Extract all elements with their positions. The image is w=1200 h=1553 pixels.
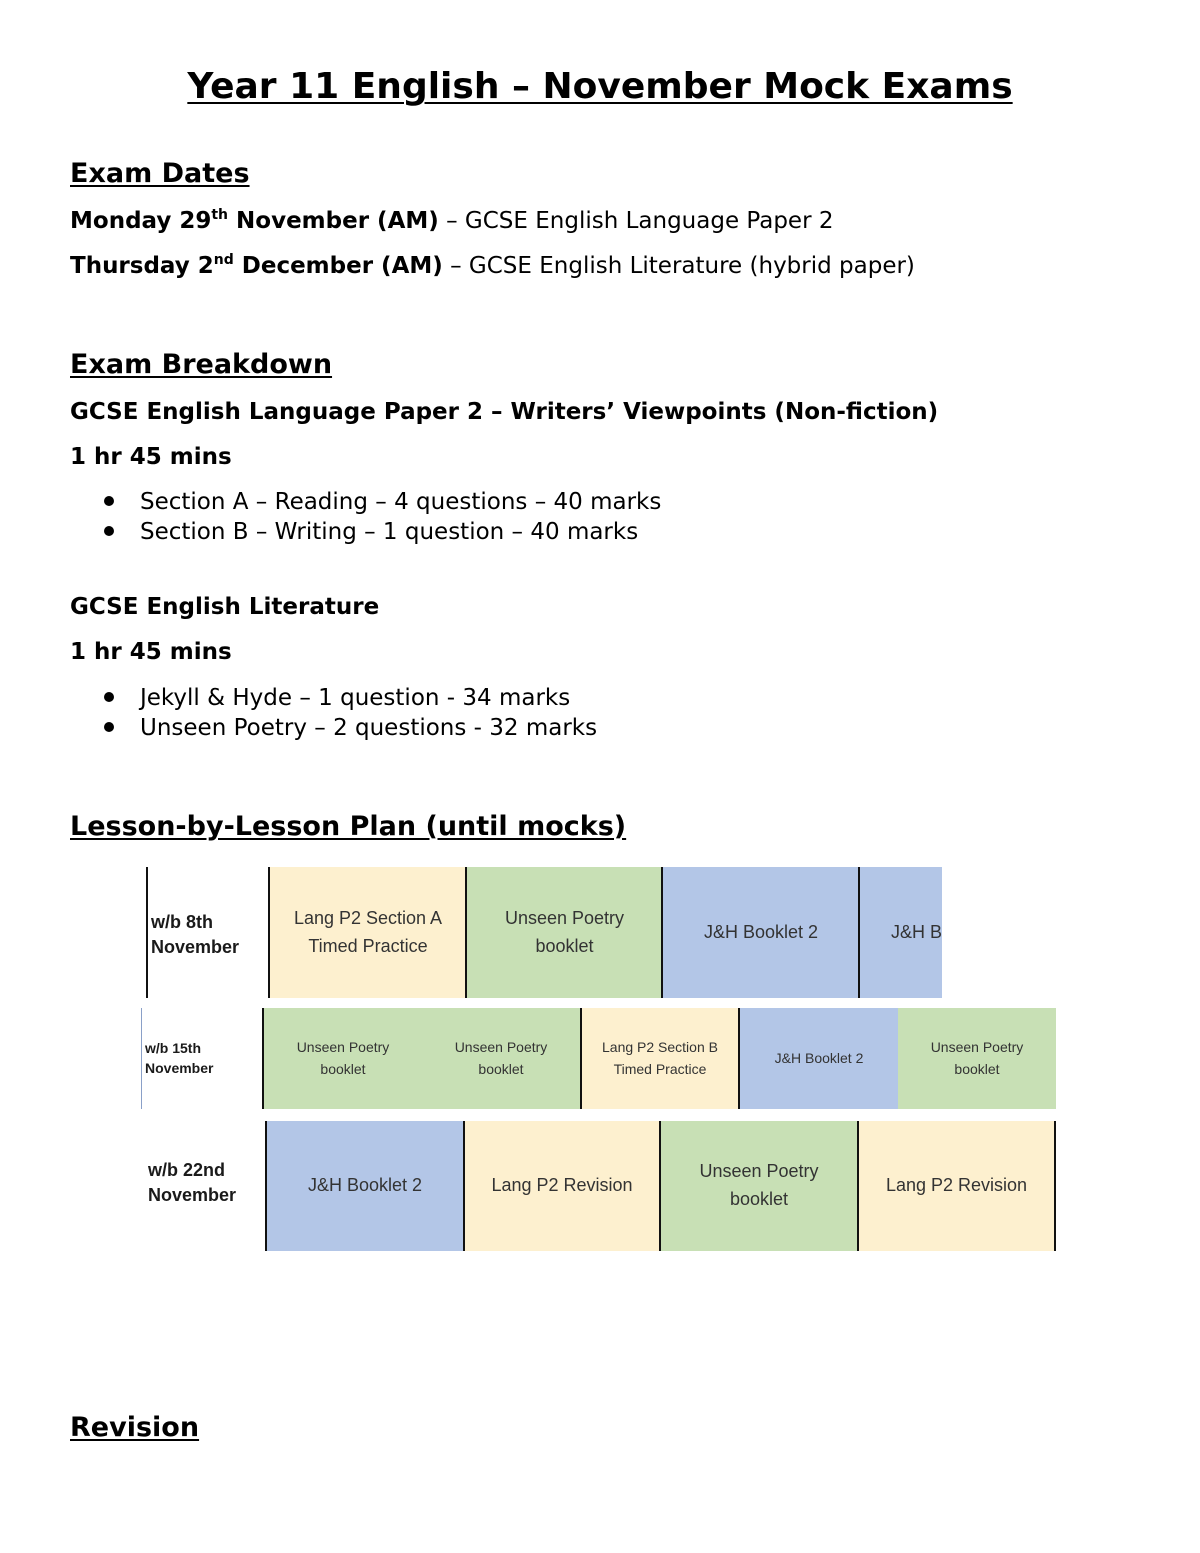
lesson-cell: Lang P2 Revision	[465, 1121, 659, 1251]
cell-divider	[1054, 1121, 1056, 1251]
exam-date-paper: – GCSE English Language Paper 2	[438, 208, 834, 234]
paper-section-text: Jekyll & Hyde – 1 question - 34 marks	[140, 685, 571, 711]
exam-date-line	[70, 253, 915, 279]
exam-date-day: Monday 29	[70, 208, 212, 234]
paper-section-item	[104, 715, 597, 741]
lesson-cell: Lang P2 Section A Timed Practice	[270, 867, 466, 998]
week-label: w/b 22nd November	[148, 1160, 237, 1206]
paper-section-item	[104, 489, 661, 515]
exam-date-suffix: th	[211, 207, 229, 223]
paper-duration: 1 hr 45 mins	[70, 444, 232, 470]
exam-date-paper: – GCSE English Literature (hybrid paper)	[442, 253, 915, 279]
row-divider	[141, 1008, 142, 1109]
bullet-icon	[104, 526, 114, 536]
exam-date-month: November (AM)	[228, 208, 439, 234]
paper-title: GCSE English Literature	[70, 594, 380, 620]
paper-section-text: Section B – Writing – 1 question – 40 marks	[140, 519, 639, 545]
lesson-plan-heading: Lesson-by-Lesson Plan (until mocks)	[70, 811, 627, 842]
lesson-cell: Unseen Poetry booklet	[467, 867, 662, 998]
exam-dates-heading: Exam Dates	[70, 158, 250, 189]
paper-section-text: Unseen Poetry – 2 questions - 32 marks	[140, 715, 598, 741]
bullet-icon	[104, 692, 114, 702]
lesson-cell: Lang P2 Section B Timed Practice	[582, 1008, 738, 1109]
lesson-cell: J&H Booklet 2	[267, 1121, 463, 1251]
exam-date-day: Thursday 2	[70, 253, 214, 279]
paper-section-item	[104, 519, 638, 545]
page-title: Year 11 English – November Mock Exams	[187, 66, 1013, 107]
exam-breakdown-heading: Exam Breakdown	[70, 349, 333, 380]
paper-duration: 1 hr 45 mins	[70, 639, 232, 665]
revision-heading: Revision	[70, 1412, 200, 1443]
lesson-cell: Unseen Poetry booklet	[422, 1008, 580, 1109]
lesson-cell: J&H B	[860, 867, 942, 998]
exam-date-month: December (AM)	[233, 253, 443, 279]
week-label: w/b 8th November	[151, 912, 240, 958]
lesson-cell: J&H Booklet 2	[740, 1008, 898, 1109]
bullet-icon	[104, 722, 114, 732]
bullet-icon	[104, 496, 114, 506]
row-divider	[146, 867, 148, 998]
week-label: w/b 15th November	[145, 1040, 214, 1076]
exam-date-suffix: nd	[213, 252, 234, 268]
lesson-cell: Unseen Poetry booklet	[898, 1008, 1056, 1109]
exam-date-line	[70, 208, 834, 234]
paper-section-item	[104, 685, 570, 711]
paper-section-text: Section A – Reading – 4 questions – 40 marks	[140, 489, 662, 515]
paper-title: GCSE English Language Paper 2 – Writers’ Viewpoints (Non-fiction)	[70, 399, 939, 425]
lesson-cell: Unseen Poetry booklet	[264, 1008, 422, 1109]
lesson-cell: Unseen Poetry booklet	[661, 1121, 857, 1251]
lesson-cell: J&H Booklet 2	[663, 867, 859, 998]
lesson-cell: Lang P2 Revision	[859, 1121, 1054, 1251]
